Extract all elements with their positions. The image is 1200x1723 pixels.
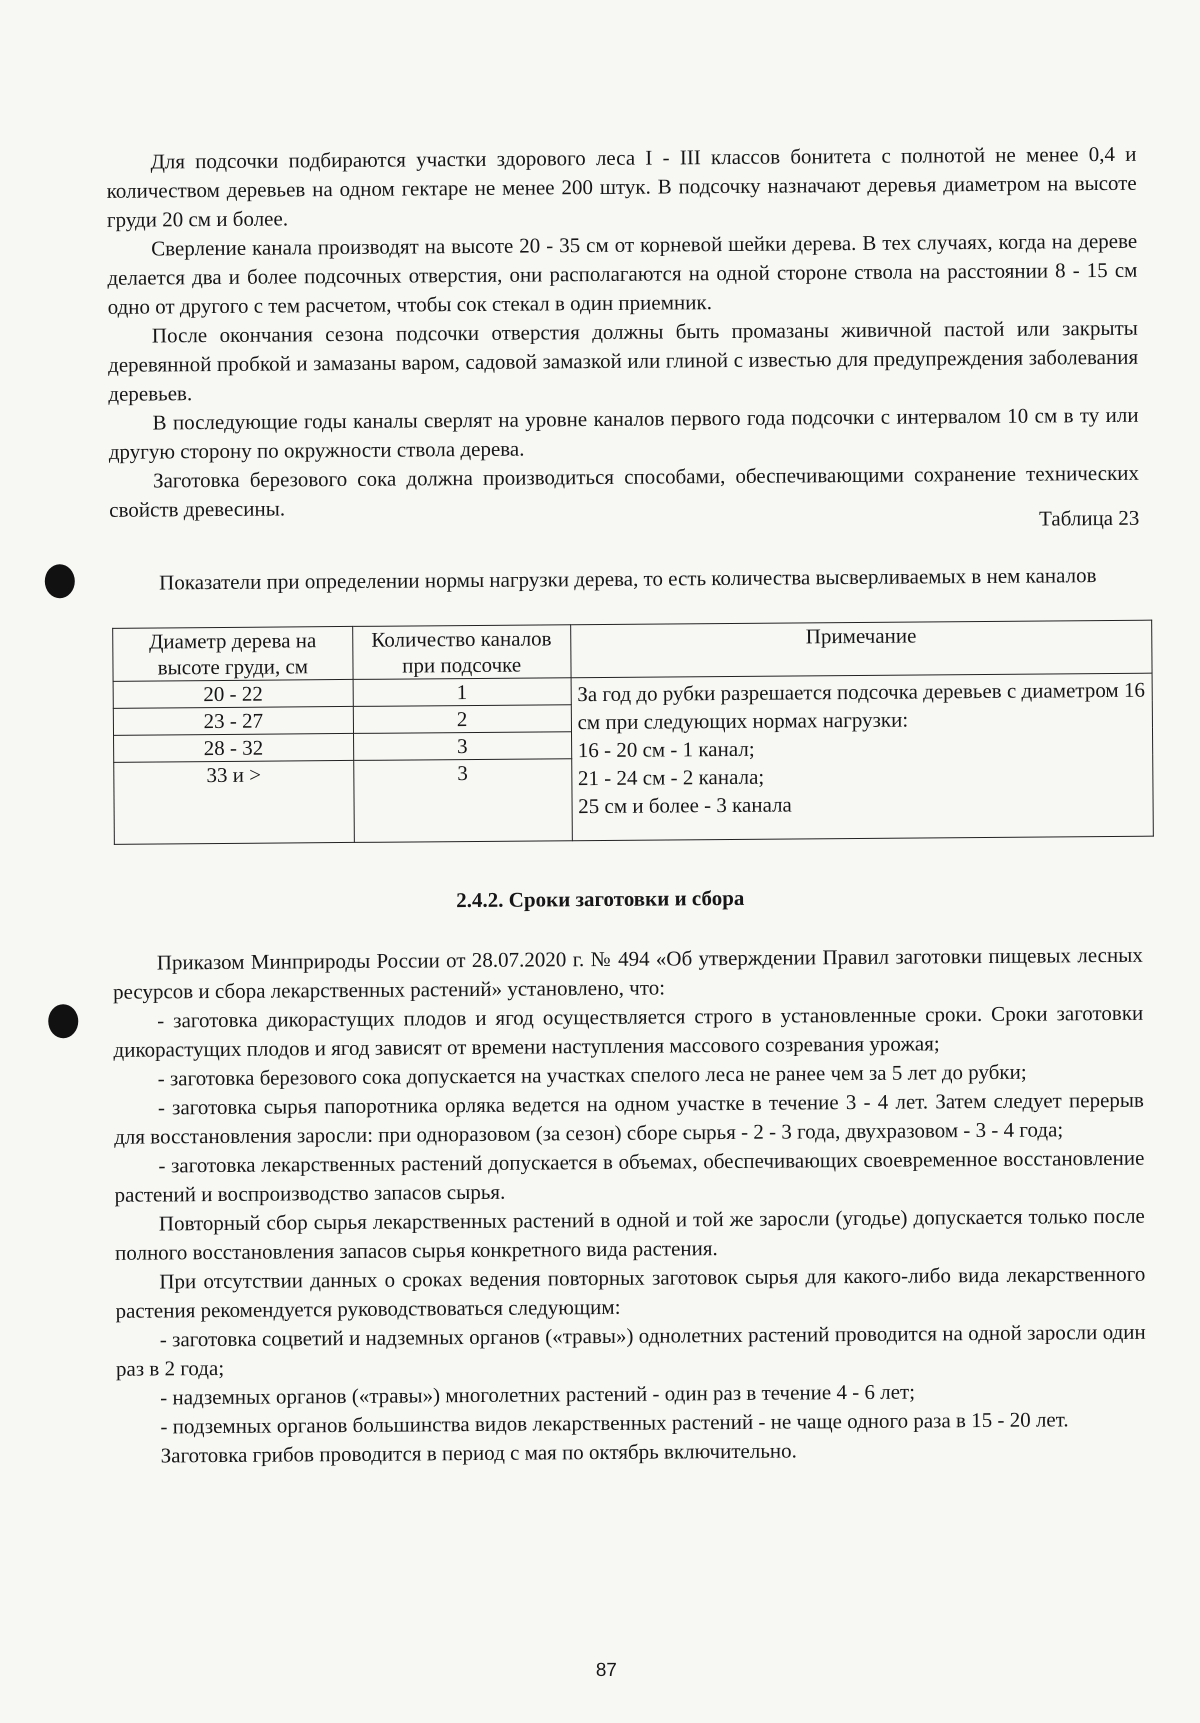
- list-item: - подземных органов большинства видов лекарственных растений - не чаще одного раза в 15 - 20 лет.: [160, 1407, 1069, 1439]
- cell-channels: 1: [353, 678, 571, 707]
- punch-hole-mark: [48, 1004, 78, 1038]
- note-line: 16 - 20 см - 1 канал;: [577, 736, 755, 763]
- cell-note: [571, 673, 1154, 841]
- list-item: - заготовка лекарственных растений допускается в объемах, обеспечивающих своевременное восстановление растений и воспроизводство запасов сырья.: [114, 1145, 1145, 1207]
- cell-diameter: 33 и >: [114, 760, 354, 844]
- paragraph: После окончания сезона подсочки отверстия должны быть промазаны живичной пастой или закрыты деревянной пробкой и замазаны варом, садовой замазкой или глиной с известью для предупреждения заболевания деревьев.: [108, 315, 1139, 406]
- paragraph: Заготовка грибов проводится в период с мая по октябрь включительно.: [160, 1438, 797, 1468]
- header-diameter: Диаметр дерева на высоте груди, см: [113, 626, 353, 681]
- note-line: 25 см и более - 3 канала: [578, 792, 792, 819]
- channel-norms-table: [112, 620, 1154, 845]
- cell-diameter: 28 - 32: [114, 733, 354, 762]
- table-number: Таблица 23: [1038, 505, 1140, 531]
- cell-channels: 2: [353, 705, 571, 734]
- paragraph: В последующие годы каналы сверлят на уровне каналов первого года подсочки с интервалом 10 см в ту или другую сторону по окружности ствола дерева.: [108, 402, 1139, 464]
- punch-hole-mark: [45, 564, 75, 598]
- paragraph: Для подсочки подбираются участки здорового леса I - III классов бонитета с полнотой не менее 0,4 и количеством деревьев на одном гектаре не менее 200 штук. В подсочку назначают деревья диаметром на высоте груди 20 см и более.: [106, 141, 1137, 232]
- paragraph: Сверление канала производят на высоте 20 - 35 см от корневой шейки дерева. В тех случаях, когда на дереве делается два и более подсочных отверстия, они располагаются на одной стороне ствола на расстоянии 8 - 15 см одно от другого с тем расчетом, чтобы сок стекал в один приемник.: [107, 228, 1138, 319]
- paragraph: Повторный сбор сырья лекарственных растений в одной и той же заросли (угодье) допускается только после полного восстановления запасов сырья конкретного вида растения.: [114, 1203, 1145, 1265]
- header-channels: Количество каналов при подсочке: [352, 625, 570, 680]
- header-note: Примечание: [570, 620, 1152, 678]
- note-line: За год до рубки разрешается подсочка деревьев с диаметром 16 см при следующих нормах нагрузки:: [577, 677, 1146, 735]
- page-number: 87: [595, 1659, 618, 1682]
- list-item: - заготовка соцветий и надземных органов («травы») однолетних растений проводится на одной заросли один раз в 2 года;: [115, 1319, 1146, 1381]
- list-item: - заготовка дикорастущих плодов и ягод осуществляется строго в установленные сроки. Сроки заготовки дикорастущих плодов и ягод зависят от времени наступления массового созревания урожая;: [113, 1000, 1144, 1062]
- cell-diameter: 20 - 22: [113, 679, 353, 708]
- cell-diameter: 23 - 27: [113, 706, 353, 735]
- list-item: - заготовка сырья папоротника орляка ведется на одном участке в течение 3 - 4 лет. Затем следует перерыв для восстановления заросли: при одноразовом (за сезон) сборе сырья - 2 - 3 года, двухразовом - 3 - 4 года;: [114, 1087, 1145, 1149]
- cell-channels: 3: [353, 732, 571, 761]
- cell-channels: 3: [353, 759, 571, 843]
- paragraph: При отсутствии данных о сроках ведения повторных заготовок сырья для какого-либо вида лекарственного растения рекомендуется руководствоваться следующим:: [115, 1261, 1146, 1323]
- paragraph: Заготовка березового сока должна производиться способами, обеспечивающими сохранение технических свойств древесины.: [109, 460, 1140, 522]
- paragraph: Приказом Минприроды России от 28.07.2020 г. № 494 «Об утверждении Правил заготовки пищевых лесных ресурсов и сбора лекарственных растений» установлено, что:: [112, 942, 1143, 1004]
- section-heading: 2.4.2. Сроки заготовки и сбора: [456, 885, 745, 913]
- section-paragraphs: [113, 941, 1147, 1471]
- intro-paragraphs: [106, 140, 1139, 525]
- list-item: - заготовка березового сока допускается на участках спелого леса не ранее чем за 5 лет до рубки;: [157, 1059, 1027, 1091]
- note-line: 21 - 24 см - 2 канала;: [577, 764, 765, 791]
- table-header-row: [113, 620, 1152, 681]
- list-item: - надземных органов («травы») многолетних растений - один раз в течение 4 - 6 лет;: [160, 1379, 916, 1410]
- table-caption: Показатели при определении нормы нагрузки дерева, то есть количества высверливаемых в нем каналов: [159, 563, 1097, 595]
